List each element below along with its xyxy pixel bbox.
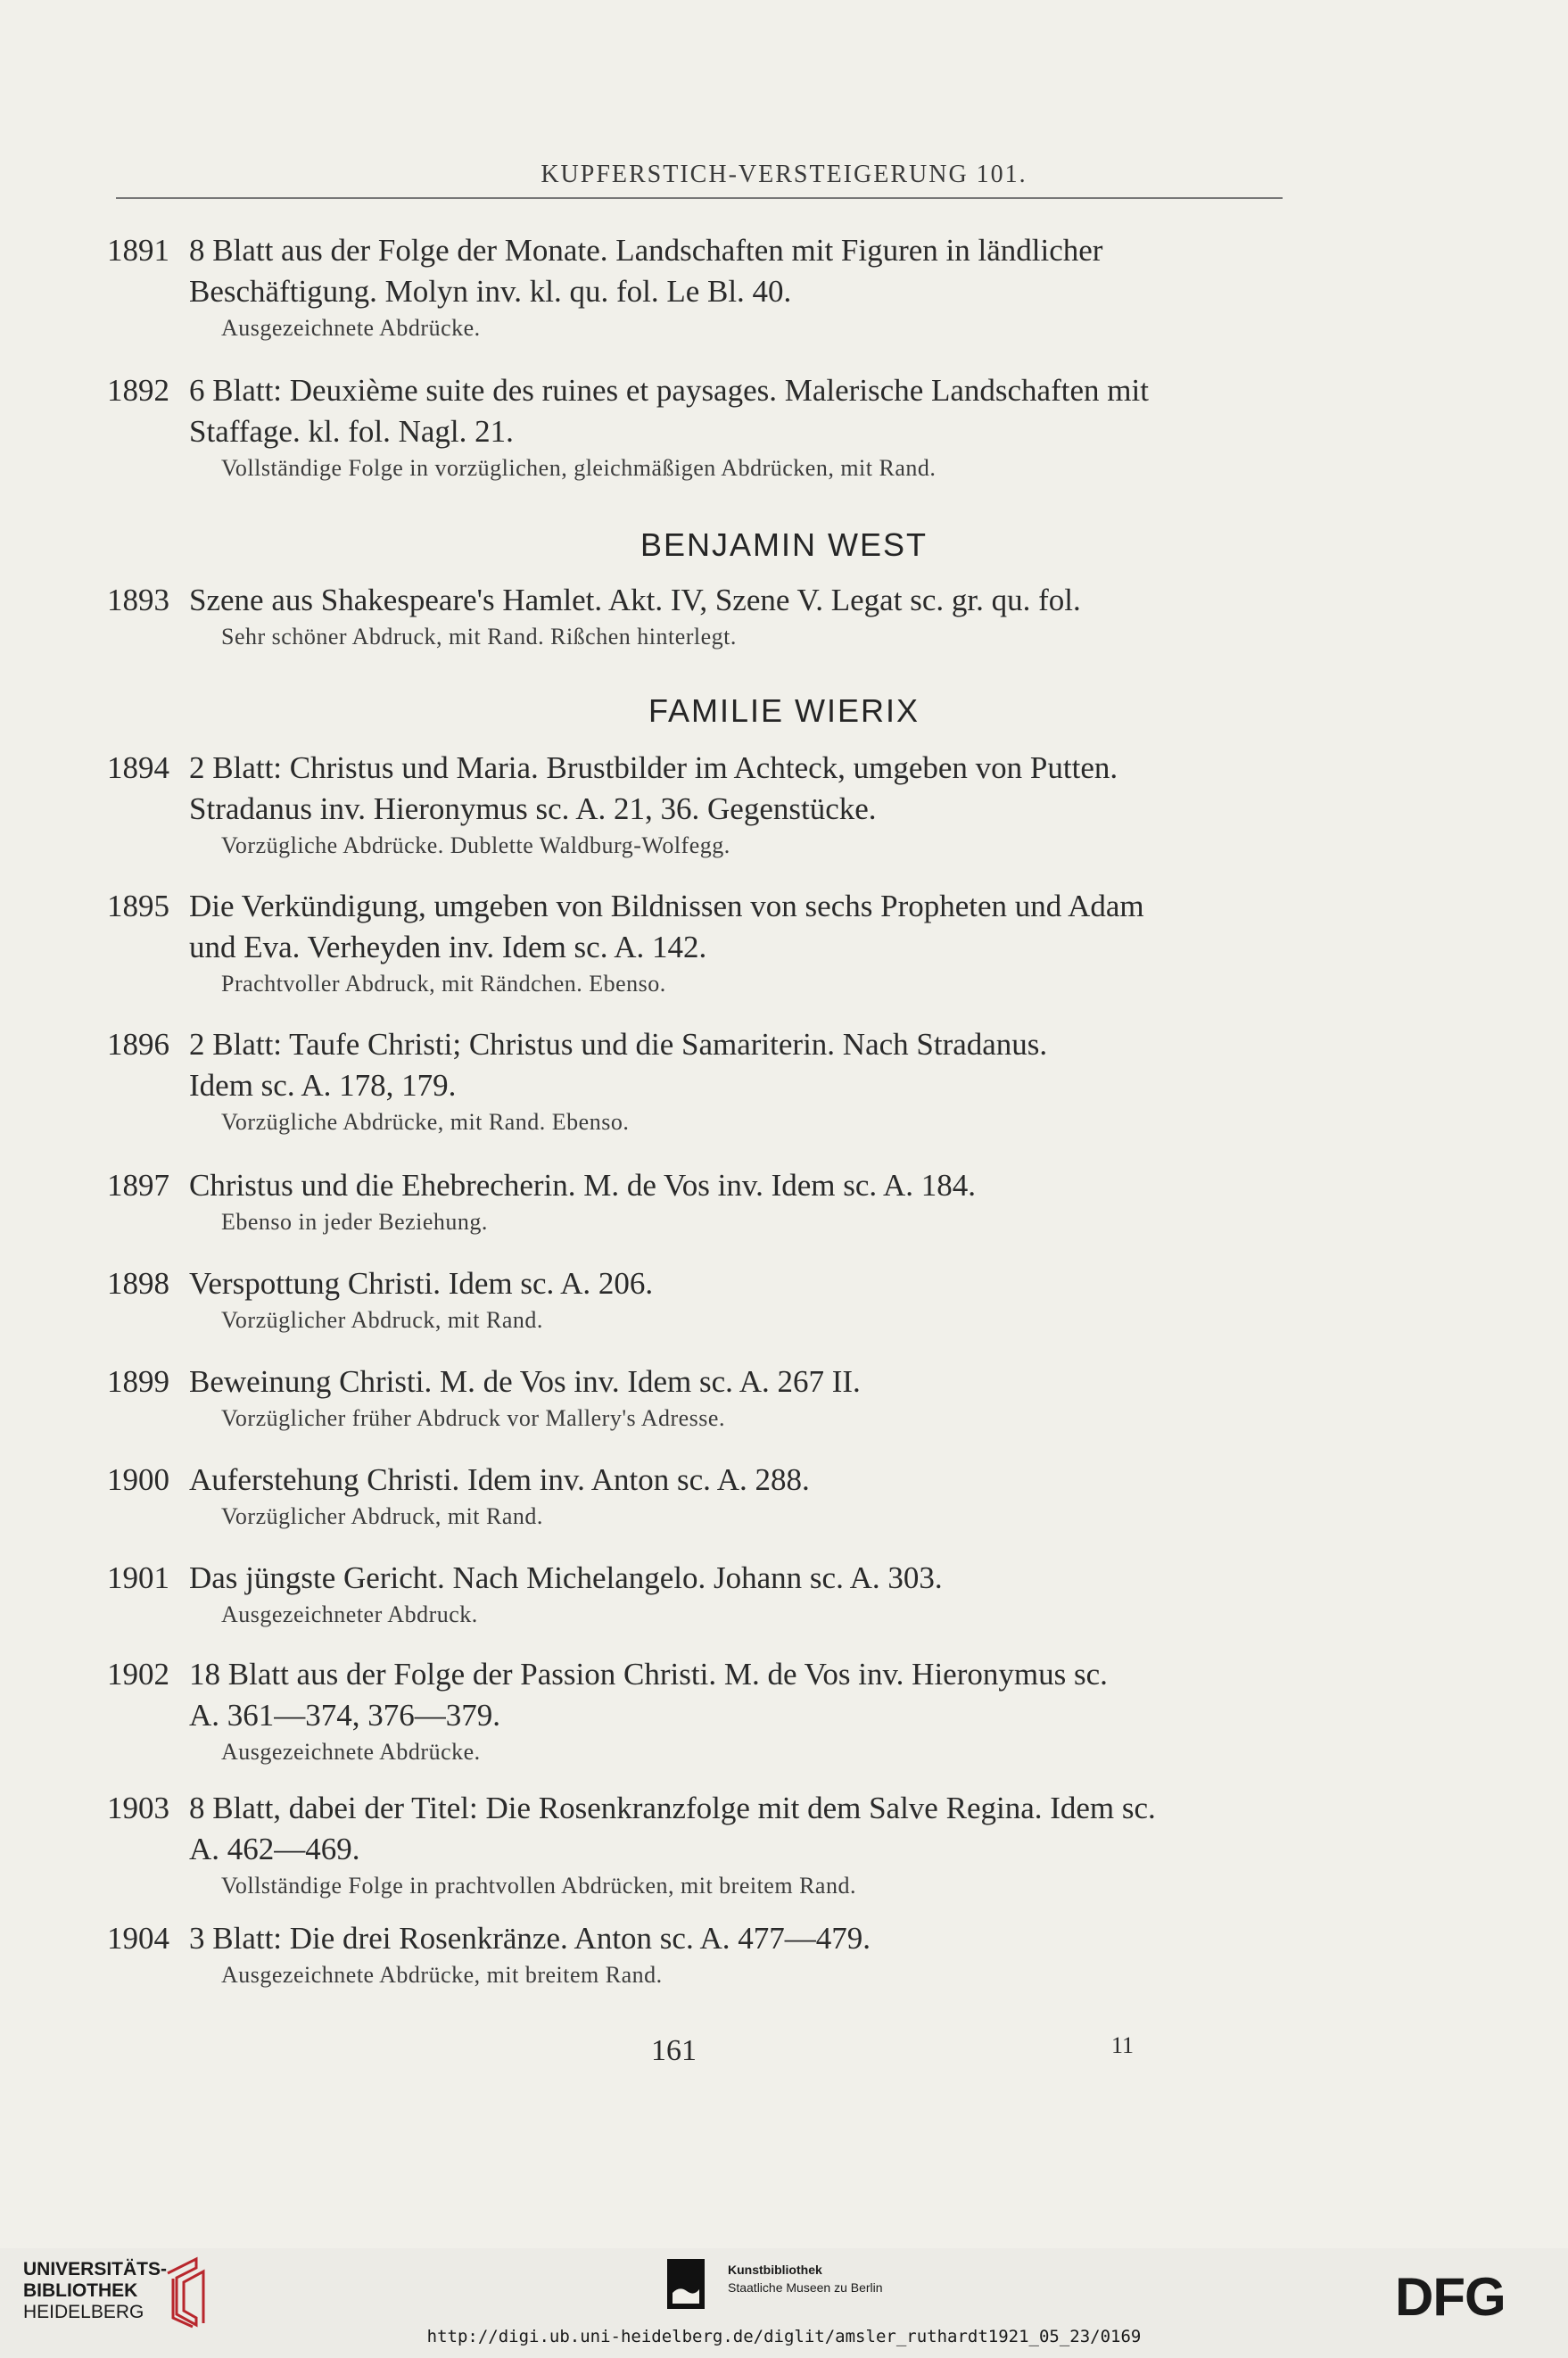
running-header: KUPFERSTICH-VERSTEIGERUNG 101. bbox=[541, 161, 1027, 188]
lot-description-cont: Stradanus inv. Hieronymus sc. A. 21, 36. Gegenstücke. bbox=[189, 791, 877, 826]
lot-description: Das jüngste Gericht. Nach Michelangelo. Johann sc. A. 303. bbox=[189, 1560, 943, 1595]
lot-description-cont: A. 361—374, 376—379. bbox=[189, 1698, 501, 1733]
signature-number: 11 bbox=[1111, 2032, 1135, 2058]
lot-description: Szene aus Shakespeare's Hamlet. Akt. IV, Szene V. Legat sc. gr. qu. fol. bbox=[189, 583, 1081, 617]
lot-description-cont: A. 462—469. bbox=[189, 1832, 360, 1866]
lot-number: 1901 bbox=[107, 1560, 169, 1595]
ub-logo-line3: HEIDELBERG bbox=[23, 2302, 144, 2322]
lot-description: 8 Blatt, dabei der Titel: Die Rosenkranzfolge mit dem Salve Regina. Idem sc. bbox=[189, 1791, 1156, 1825]
lot-note: Ausgezeichnete Abdrücke. bbox=[221, 315, 481, 341]
lot-entry bbox=[107, 1558, 1284, 1631]
kunstbibliothek-mark-icon bbox=[667, 2259, 705, 2309]
lot-number: 1895 bbox=[107, 889, 169, 923]
lot-note: Vorzügliche Abdrücke. Dublette Waldburg-Wolfegg. bbox=[221, 832, 730, 858]
ub-logo-line1: UNIVERSITÄTS- bbox=[23, 2259, 168, 2279]
lot-description: Auferstehung Christi. Idem inv. Anton sc. A. 288. bbox=[189, 1462, 810, 1497]
lot-description-cont: und Eva. Verheyden inv. Idem sc. A. 142. bbox=[189, 930, 707, 964]
lot-entry bbox=[107, 748, 1284, 862]
lot-entry bbox=[107, 886, 1284, 1000]
page-number: 161 bbox=[651, 2034, 697, 2067]
lot-note: Sehr schöner Abdruck, mit Rand. Rißchen hinterlegt. bbox=[221, 624, 737, 649]
kb-line1: Kunstbibliothek bbox=[728, 2263, 822, 2277]
lot-description: 2 Blatt: Christus und Maria. Brustbilder im Achteck, umgeben von Putten. bbox=[189, 750, 1118, 785]
lot-description: 18 Blatt aus der Folge der Passion Christi. M. de Vos inv. Hieronymus sc. bbox=[189, 1657, 1108, 1692]
lot-entry bbox=[107, 1361, 1284, 1435]
lot-description: 6 Blatt: Deuxième suite des ruines et paysages. Malerische Landschaften mit bbox=[189, 373, 1149, 408]
lot-number: 1892 bbox=[107, 373, 169, 408]
lot-entry bbox=[107, 1165, 1284, 1238]
lot-description: Beweinung Christi. M. de Vos inv. Idem sc. A. 267 II. bbox=[189, 1364, 861, 1399]
lot-entry bbox=[107, 1024, 1284, 1138]
lot-entry bbox=[107, 230, 1284, 344]
lot-description: 2 Blatt: Taufe Christi; Christus und die Samariterin. Nach Stradanus. bbox=[189, 1027, 1048, 1062]
lot-note: Vorzügliche Abdrücke, mit Rand. Ebenso. bbox=[221, 1109, 630, 1135]
lot-note: Ausgezeichnete Abdrücke. bbox=[221, 1739, 481, 1765]
lot-description-cont: Beschäftigung. Molyn inv. kl. qu. fol. Le Bl. 40. bbox=[189, 274, 792, 309]
lot-note: Prachtvoller Abdruck, mit Rändchen. Ebenso. bbox=[221, 971, 666, 997]
lot-entry bbox=[107, 1460, 1284, 1533]
lot-number: 1897 bbox=[107, 1168, 169, 1203]
ub-heidelberg-logo[interactable] bbox=[23, 2259, 167, 2323]
lot-number: 1896 bbox=[107, 1027, 169, 1062]
lot-entry bbox=[107, 370, 1284, 484]
header-rule bbox=[116, 197, 1283, 199]
lot-description: 3 Blatt: Die drei Rosenkränze. Anton sc. A. 477—479. bbox=[189, 1921, 871, 1956]
lot-note: Ausgezeichnete Abdrücke, mit breitem Rand. bbox=[221, 1962, 663, 1988]
lot-number: 1893 bbox=[107, 583, 169, 617]
lot-note: Ausgezeichneter Abdruck. bbox=[221, 1601, 478, 1627]
lot-entry bbox=[107, 1788, 1284, 1902]
lot-note: Vorzüglicher Abdruck, mit Rand. bbox=[221, 1503, 543, 1529]
kunstbibliothek-logo[interactable] bbox=[728, 2261, 883, 2296]
lot-description: Christus und die Ehebrecherin. M. de Vos inv. Idem sc. A. 184. bbox=[189, 1168, 977, 1203]
ub-heidelberg-mark-icon bbox=[161, 2255, 216, 2329]
lot-number: 1899 bbox=[107, 1364, 169, 1399]
lot-description: Die Verkündigung, umgeben von Bildnissen von sechs Propheten und Adam bbox=[189, 889, 1144, 923]
kb-line2: Staatliche Museen zu Berlin bbox=[728, 2280, 883, 2295]
lot-note: Vollständige Folge in vorzüglichen, gleichmäßigen Abdrücken, mit Rand. bbox=[221, 455, 937, 481]
lot-number: 1904 bbox=[107, 1921, 169, 1956]
section-heading-west: BENJAMIN WEST bbox=[640, 526, 928, 563]
lot-number: 1894 bbox=[107, 750, 169, 785]
lot-description: 8 Blatt aus der Folge der Monate. Landschaften mit Figuren in ländlicher bbox=[189, 233, 1103, 268]
lot-number: 1898 bbox=[107, 1266, 169, 1301]
lot-entry bbox=[107, 1263, 1284, 1336]
lot-number: 1891 bbox=[107, 233, 169, 268]
lot-note: Vollständige Folge in prachtvollen Abdrücken, mit breitem Rand. bbox=[221, 1873, 856, 1899]
section-heading-wierix: FAMILIE WIERIX bbox=[648, 692, 920, 729]
lot-description-cont: Idem sc. A. 178, 179. bbox=[189, 1068, 457, 1103]
lot-entry bbox=[107, 1918, 1284, 1991]
permalink-url[interactable]: http://digi.ub.uni-heidelberg.de/diglit/amsler_ruthardt1921_05_23/0169 bbox=[426, 2327, 1142, 2346]
lot-description: Verspottung Christi. Idem sc. A. 206. bbox=[189, 1266, 654, 1301]
lot-number: 1903 bbox=[107, 1791, 169, 1825]
lot-number: 1900 bbox=[107, 1462, 169, 1497]
lot-note: Vorzüglicher Abdruck, mit Rand. bbox=[221, 1307, 543, 1333]
lot-description-cont: Staffage. kl. fol. Nagl. 21. bbox=[189, 414, 514, 449]
lot-entry bbox=[107, 580, 1284, 653]
lot-note: Vorzüglicher früher Abdruck vor Mallery's Adresse. bbox=[221, 1405, 725, 1431]
lot-number: 1902 bbox=[107, 1657, 169, 1692]
lot-note: Ebenso in jeder Beziehung. bbox=[221, 1209, 488, 1235]
lot-entry bbox=[107, 1654, 1284, 1768]
ub-logo-line2: BIBLIOTHEK bbox=[23, 2280, 138, 2301]
dfg-logo[interactable]: DFG bbox=[1395, 2267, 1506, 2327]
